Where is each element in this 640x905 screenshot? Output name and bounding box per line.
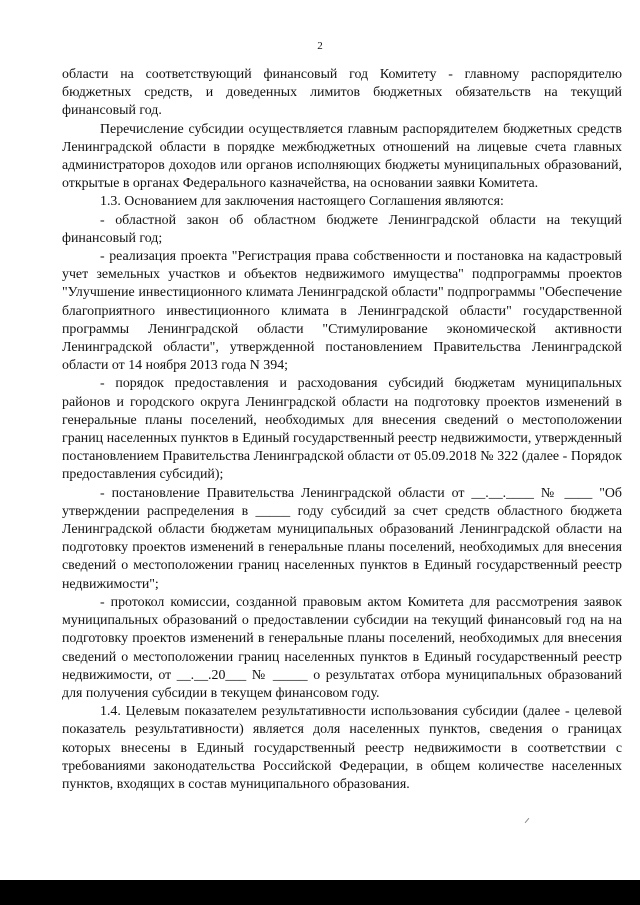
document-body (62, 66, 622, 794)
scan-bottom-border (0, 880, 640, 905)
paragraph: - реализация проекта "Регистрация права собственности и постановка на кадастровый учет земельных участков и объектов недвижимого имущества" подпрограммы проектов "Улучшение инвестиционного климата Ленинградской области" подпрограммы "Обеспечение благоприятного инвестиционного климата в Ленинградской области" государственной программы Ленинградской области "Стимулирование экономической активности Ленинградской области", утвержденной постановлением Правительства Ленинградской области от 14 ноября 2013 года N 394; (62, 249, 622, 374)
paragraph: области на соответствующий финансовый год Комитету - главному распорядителю бюджетных средств, и доведенных лимитов бюджетных обязательств на текущий финансовый год. (62, 67, 622, 119)
paragraph: - областной закон об областном бюджете Ленинградской области на текущий финансовый год; (62, 212, 622, 246)
paragraph: - протокол комиссии, созданной правовым актом Комитета для рассмотрения заявок муниципальных образований о предоставлении субсидии на текущий финансовый год на на подготовку проектов изменений в генеральные планы поселений, необходимых для внесения сведений о местоположении границ населенных пунктов в Единый государственный реестр недвижимости, от __.__.20___ № _____ о результатах отбора муниципальных образований для получения субсидии в текущем финансовом году. (62, 594, 622, 701)
paragraph: Перечисление субсидии осуществляется главным распорядителем бюджетных средств Ленинградской области в порядке межбюджетных отношений на лицевые счета главных администраторов доходов или органов исполняющих бюджеты муниципальных образований, открытые в органах Федерального казначейства, на основании заявки Комитета. (62, 121, 622, 192)
paragraph: - порядок предоставления и расходования субсидий бюджетам муниципальных районов и городского округа Ленинградской области на подготовку проектов изменений в генеральные планы поселений, необходимых для внесения сведений о местоположении границ населенных пунктов в Единый государственный реестр недвижимости, утвержденный постановлением Правительства Ленинградской области от 05.09.2018 № 322 (далее - Порядок предоставления субсидий); (62, 376, 622, 483)
scan-mark (525, 818, 530, 823)
paragraph: 1.4. Целевым показателем результативности использования субсидии (далее - целевой показатель результативности) является доля населенных пунктов, сведения о границах которых внесены в Единый государственный реестр недвижимости в соответствии с требованиями законодательства Российской Федерации, в общем количестве населенных пунктов, входящих в состав муниципального образования. (62, 704, 622, 792)
paragraph: - постановление Правительства Ленинградской области от __.__.____ № ____ "Об утверждении распределения в _____ году субсидий за счет средств областного бюджета Ленинградской области бюджетам муниципальных образований Ленинградской области на подготовку проектов изменений в генеральные планы поселений, необходимых для внесения сведений о местоположении границ населенных пунктов в Единый государственный реестр недвижимости"; (62, 485, 622, 592)
page-number: 2 (317, 40, 323, 52)
paragraph: 1.3. Основанием для заключения настоящего Соглашения являются: (100, 194, 504, 210)
